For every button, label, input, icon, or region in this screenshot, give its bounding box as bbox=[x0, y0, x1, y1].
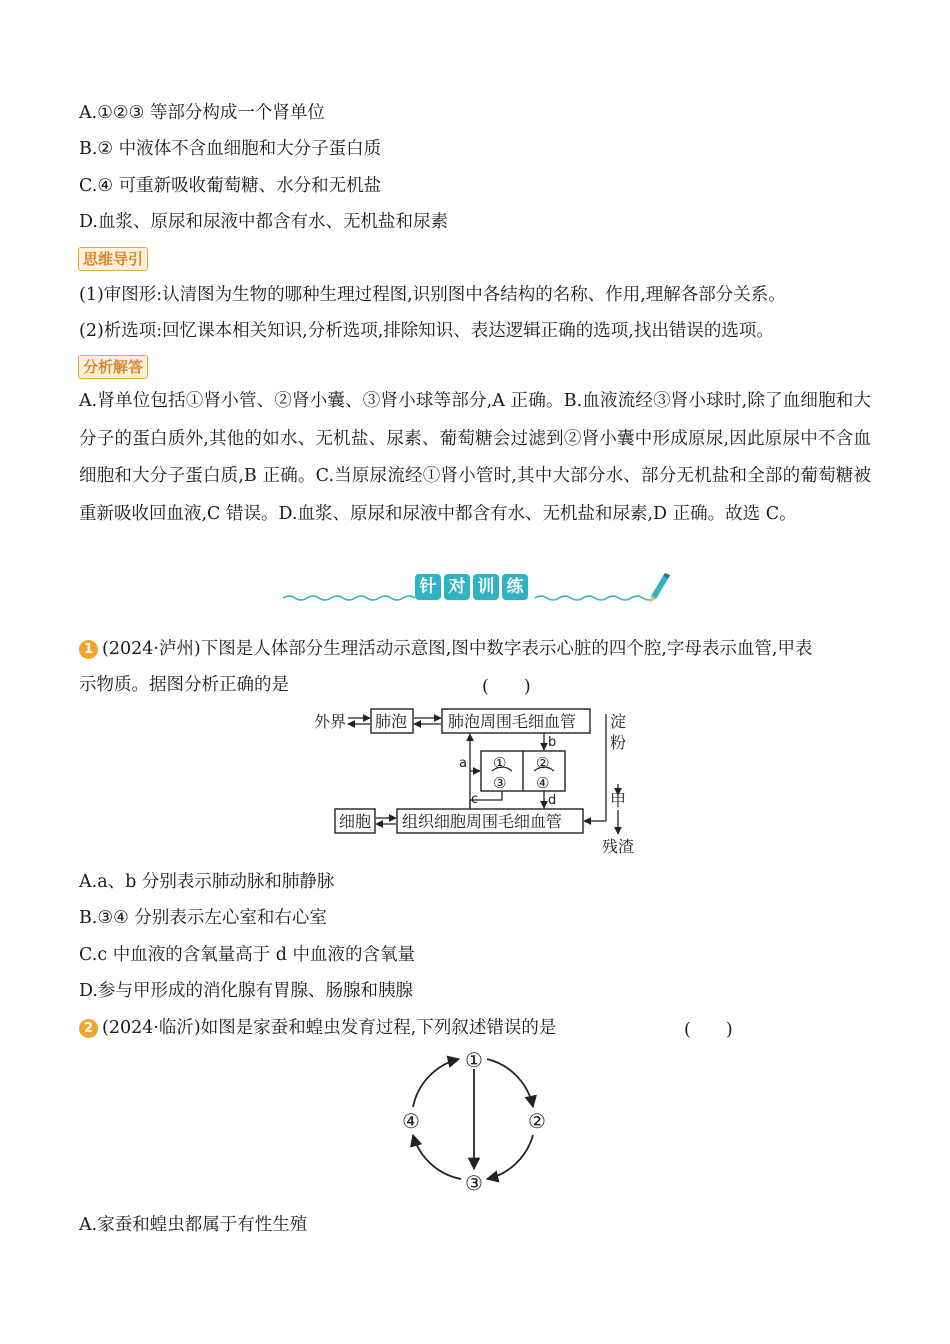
analysis-text: A.肾单位包括①肾小管、②肾小囊、③肾小球等部分,A 正确。B.血液流经③肾小球时,除了血细胞和大分子的蛋白质外,其他的如水、无机盐、尿素、葡萄糖会过滤到②肾小囊中形成原尿,因此原尿中不含血细胞和大分子蛋白质,B 正确。C.当原尿流经①肾小管时,其中大部分水、部分无机盐和全部的葡萄糖被重新吸收回血液,C 错误。D.血浆、原尿和尿液中都含有水、无机盐和尿素,D 正确。故选 C。 bbox=[79, 391, 871, 524]
q1-option-d: D.参与甲形成的消化腺有胃腺、肠腺和胰腺 bbox=[79, 981, 413, 1001]
label-starch-2: 粉 bbox=[610, 733, 627, 752]
thinking-step-2: (2)析选项:回忆课本相关知识,分析选项,排除知识、表达逻辑正确的选项,找出错误的选项。 bbox=[79, 321, 774, 341]
label-residue: 残渣 bbox=[602, 837, 635, 856]
chamber-2: ② bbox=[536, 754, 550, 772]
label-d: d bbox=[548, 793, 557, 808]
label-starch-1: 淀 bbox=[610, 712, 627, 731]
stage-1: ① bbox=[465, 1048, 483, 1072]
option-a: A.①②③ 等部分构成一个肾单位 bbox=[79, 103, 325, 123]
option-b: B.② 中液体不含血细胞和大分子蛋白质 bbox=[79, 139, 382, 159]
q1-number-badge: 1 bbox=[79, 640, 98, 659]
q2-answer-parens: ( ) bbox=[684, 1020, 733, 1040]
label-tissue-capillary: 组织细胞周围毛细血管 bbox=[402, 812, 563, 831]
label-c: c bbox=[471, 792, 479, 807]
stage-4: ④ bbox=[402, 1109, 420, 1133]
q2-cycle-diagram bbox=[395, 1045, 555, 1200]
banner-char-2: 对 bbox=[444, 574, 470, 600]
chamber-4: ④ bbox=[536, 774, 550, 792]
banner-char-3: 训 bbox=[473, 574, 499, 600]
stage-3: ③ bbox=[465, 1171, 483, 1195]
q1-option-c: C.c 中血液的含氧量高于 d 中血液的含氧量 bbox=[79, 945, 416, 965]
thinking-step-1: (1)审图形:认清图为生物的哪种生理过程图,识别图中各结构的名称、作用,理解各部分关系。 bbox=[79, 285, 786, 305]
q1-diagram bbox=[300, 700, 650, 860]
banner-char-1: 针 bbox=[415, 574, 441, 600]
q1-stem-text: (2024·泸州)下图是人体部分生理活动示意图,图中数字表示心脏的四个腔,字母表示血管,甲表 bbox=[102, 639, 813, 659]
q1-option-b: B.③④ 分别表示左心室和右心室 bbox=[79, 908, 327, 928]
label-jia: 甲 bbox=[610, 791, 627, 810]
label-alveoli: 肺泡 bbox=[375, 712, 408, 731]
label-a: a bbox=[459, 756, 467, 771]
banner-char-4: 练 bbox=[502, 574, 528, 600]
q2-stem-line1 bbox=[79, 1016, 556, 1040]
q2-stem-text: (2024·临沂)如图是家蚕和蝗虫发育过程,下列叙述错误的是 bbox=[102, 1018, 557, 1038]
option-c: C.④ 可重新吸收葡萄糖、水分和无机盐 bbox=[79, 176, 382, 196]
analysis-tag: 分析解答 bbox=[78, 355, 148, 379]
label-alveoli-capillary: 肺泡周围毛细血管 bbox=[448, 712, 577, 731]
q2-option-a: A.家蚕和蝗虫都属于有性生殖 bbox=[79, 1215, 308, 1235]
thinking-guide-tag: 思维导引 bbox=[78, 247, 148, 271]
pencil-icon bbox=[649, 573, 670, 603]
q2-number-badge: 2 bbox=[79, 1019, 98, 1038]
q1-stem-line2: 示物质。据图分析正确的是 bbox=[79, 675, 289, 695]
practice-banner bbox=[283, 570, 673, 610]
q1-answer-parens: ( ) bbox=[482, 677, 531, 697]
q1-stem-line1 bbox=[79, 637, 812, 661]
option-d: D.血浆、原尿和尿液中都含有水、无机盐和尿素 bbox=[79, 212, 448, 232]
label-b: b bbox=[548, 735, 557, 750]
chamber-3: ③ bbox=[493, 774, 507, 792]
label-cell: 细胞 bbox=[339, 812, 372, 831]
label-outside: 外界 bbox=[314, 712, 347, 731]
stage-2: ② bbox=[528, 1109, 546, 1133]
q1-option-a: A.a、b 分别表示肺动脉和肺静脉 bbox=[79, 872, 335, 892]
chamber-1: ① bbox=[493, 754, 507, 772]
